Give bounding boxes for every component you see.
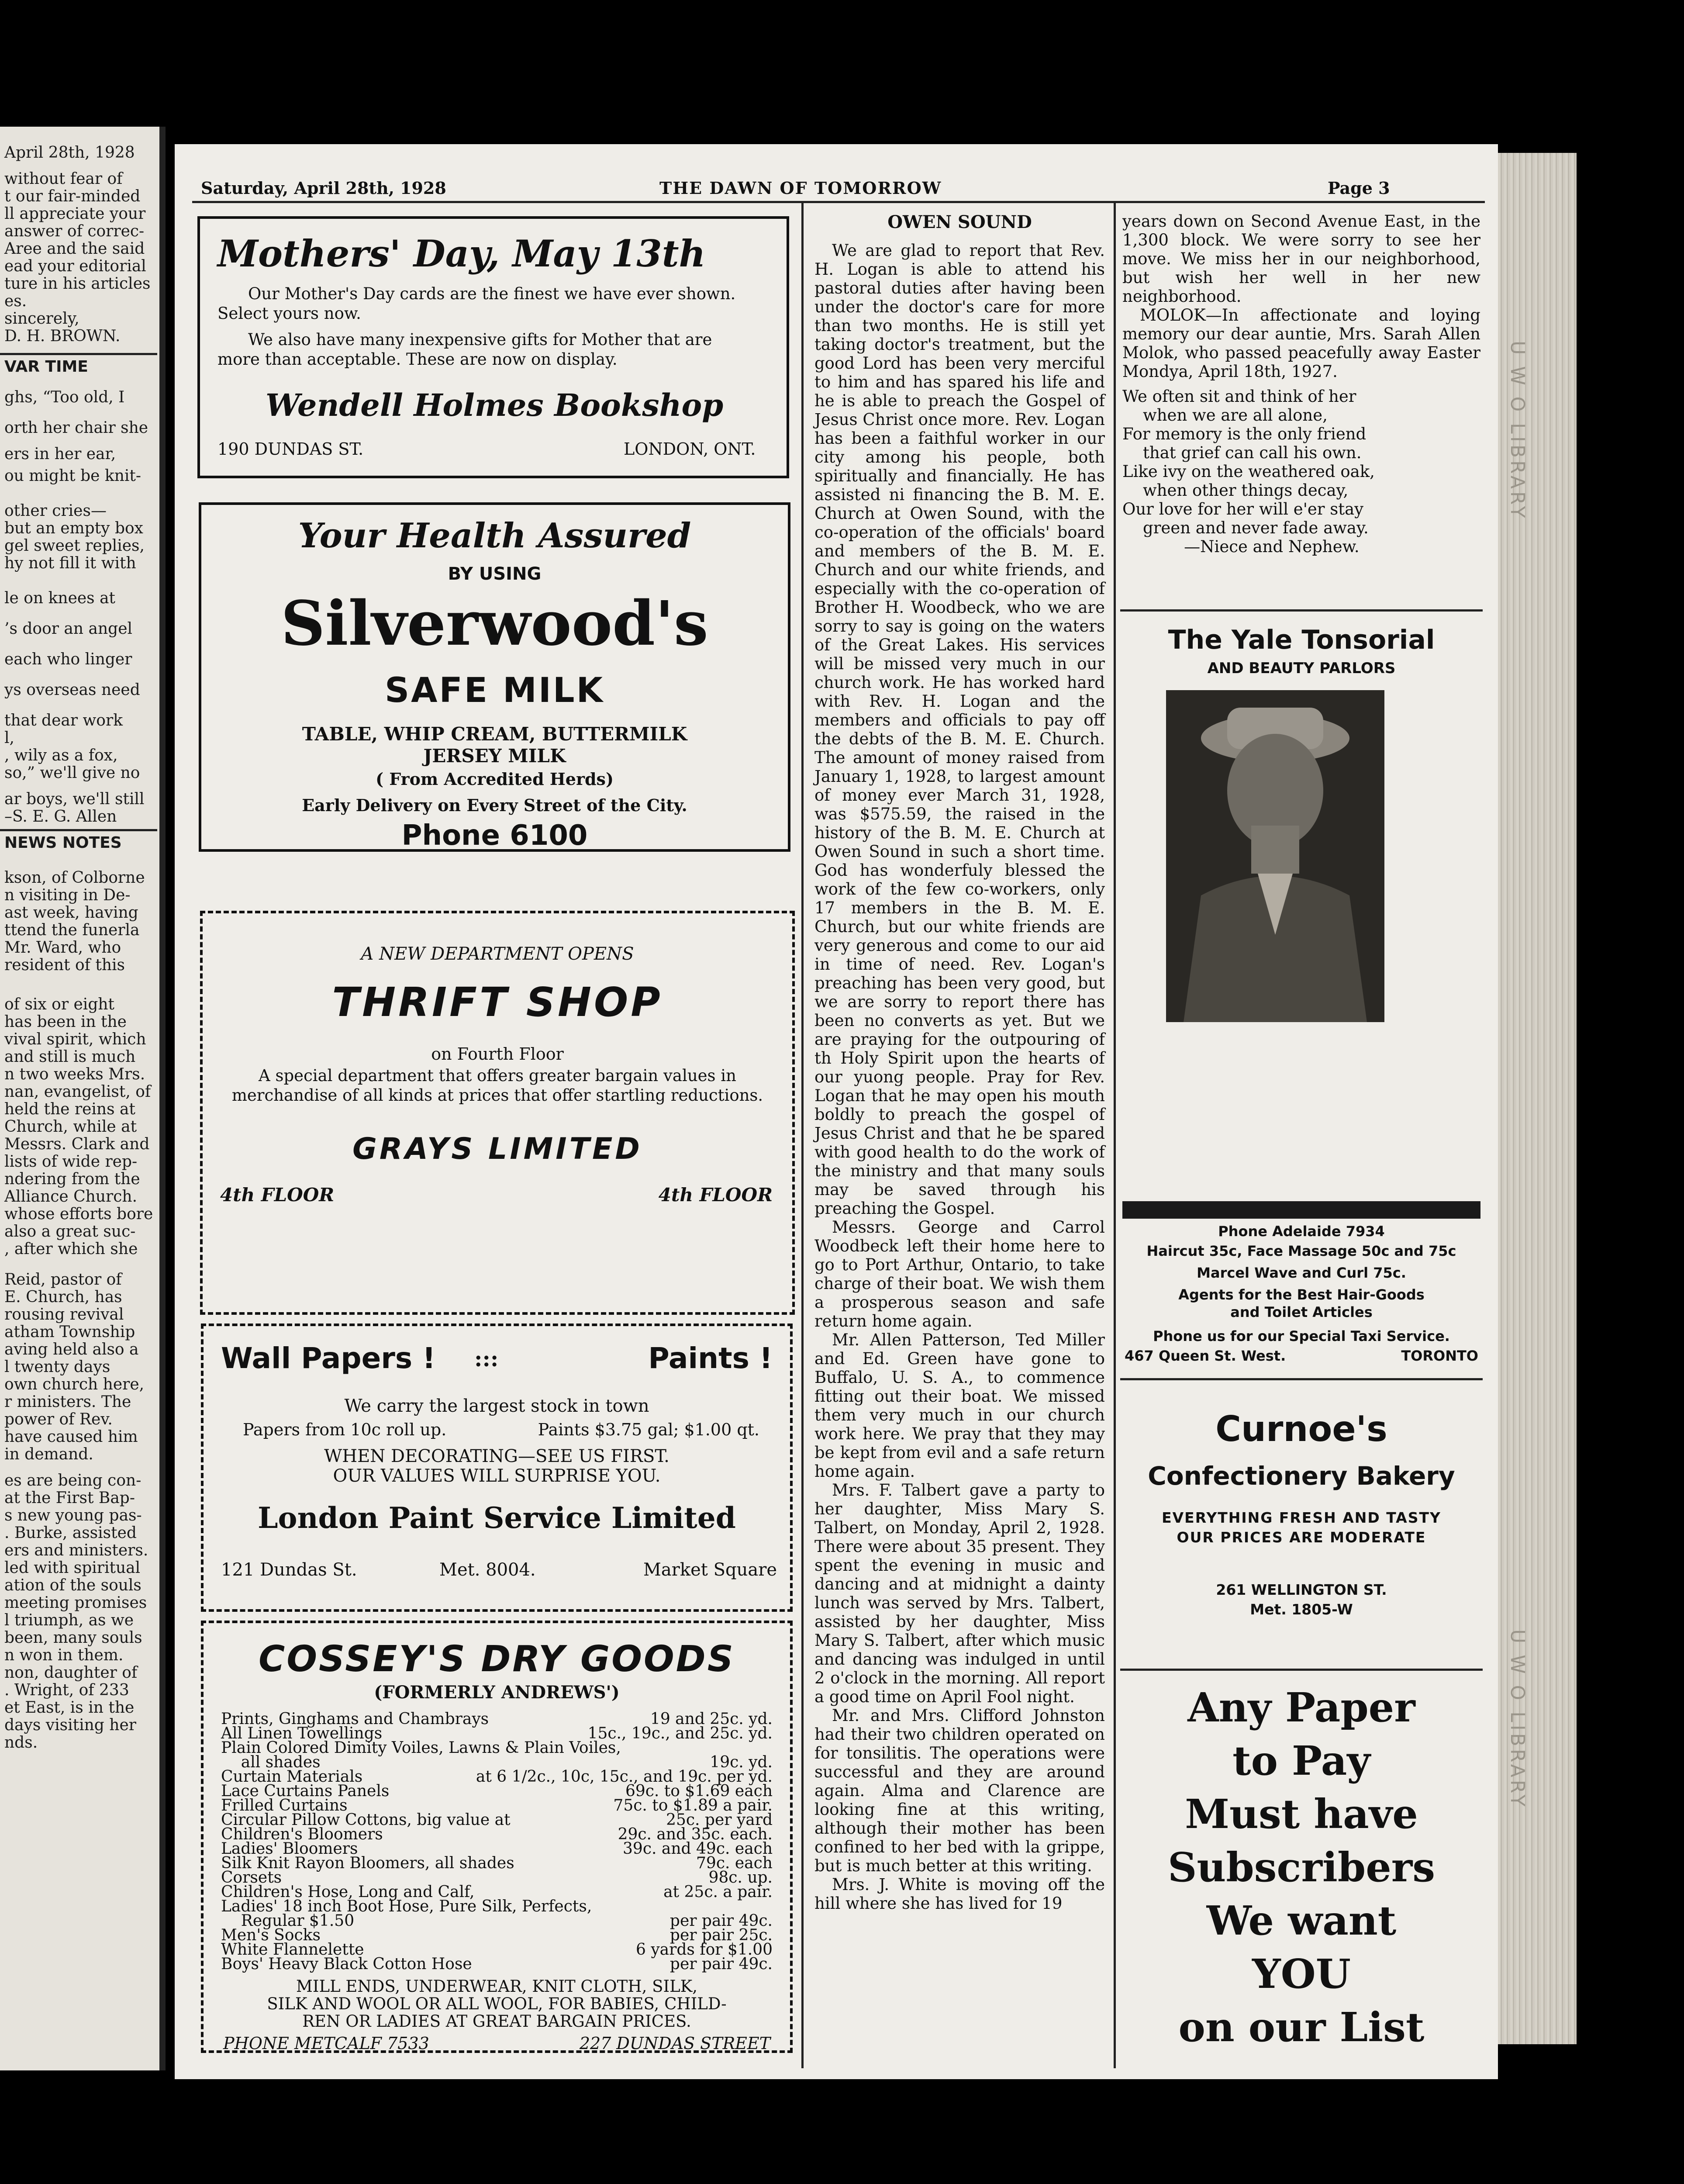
left-page-text-line: Reid, pastor of bbox=[4, 1271, 122, 1289]
ad-text: 121 Dundas St. bbox=[221, 1560, 357, 1580]
ad-text: A special department that offers greater bargain values in bbox=[259, 1066, 736, 1085]
ad-text: Select yours now. bbox=[217, 304, 361, 323]
wall-papers-ad bbox=[201, 1324, 793, 1612]
article-paragraph: years down on Second Avenue East, in the 1,300 block. We were sorry to see her move. We miss her in our neighborhood, but wish her well in her new neighborhood. bbox=[1122, 212, 1480, 306]
left-page-text-line: –S. E. G. Allen bbox=[4, 808, 117, 826]
left-page-text-line: , wily as a fox, bbox=[4, 746, 118, 764]
item-name: Lace Curtains Panels bbox=[221, 1782, 390, 1800]
item-name: Ladies' 18 inch Boot Hose, Pure Silk, Perfects, bbox=[221, 1897, 592, 1915]
bookshop-name: Wendell Holmes Bookshop bbox=[266, 387, 724, 423]
article-paragraph: We are glad to report that Rev. H. Logan is able to attend his pastoral duties after having been under the doctor's care for more than two months. He is still yet taking doctor's treatment, but the good Lord has been very merciful to him and has spared his life and he is able to preach the Gospel of Jesus Christ once more. Rev. Logan has been a faithful worker in our city among his people, both spiritually and financially. He has assisted ni financing the B. M. E. Church at Owen Sound, with the co-operation of the officials' board and members of the B. M. E. Church and our white friends, and especially with the co-operation of Brother H. Woodbeck, who we are sorry to say is going on the waters of the Great Lakes. His services will be missed very much in our church work. He has worked hard with Rev. H. Logan and the members and officials to pay off the debts of the B. M. E. Church. The amount of money raised from January 1, 1928, to largest amount of money ever March 31, 1928, was $575.59, the raised in the history of the B. M. E. Church at Owen Sound in such a short time. God has wonderfuly blessed the work of the few co-workers, only 17 members in the B. M. E. Church, but our white friends are very generous and come to our aid in time of need. Rev. Logan's preaching has been very good, but we are sorry to report there has been no converts as yet. But we are praying for the outpouring of th Holy Spirit upon the hearts of our yuong people. Pray for Rev. Logan that he may open his mouth boldly to preach the gospel of Jesus Christ and that he be spared with good health to do the work of the ministry and that many souls may be saved through his preaching the Gospel. bbox=[814, 241, 1105, 1218]
ad-text: Met. 8004. bbox=[439, 1560, 536, 1580]
thrift-shop-ad bbox=[200, 911, 795, 1315]
left-page-text-line: sincerely, bbox=[4, 310, 79, 328]
left-page-text-line: ast week, having bbox=[4, 904, 138, 922]
section-rule bbox=[1120, 609, 1483, 612]
ad-text: Marcel Wave and Curl 75c. bbox=[1197, 1265, 1406, 1281]
left-page-text-line: E. Church, has bbox=[4, 1288, 122, 1306]
ad-text: SILK AND WOOL OR ALL WOOL, FOR BABIES, CHILD- bbox=[267, 1994, 727, 2013]
left-page-text-line: Mr. Ward, who bbox=[4, 939, 121, 957]
subscribers-ad bbox=[1120, 1675, 1483, 2060]
left-page-text-line: and still is much bbox=[4, 1048, 136, 1066]
left-page-text-line: . Wright, of 233 bbox=[4, 1681, 129, 1699]
mothers-day-headline: Mothers' Day, May 13th bbox=[217, 232, 706, 275]
memorial-poem bbox=[1122, 387, 1480, 556]
paints-heading: Paints ! bbox=[648, 1341, 773, 1375]
ad-text: ::: bbox=[474, 1346, 499, 1372]
item-name: Children's Bloomers bbox=[221, 1825, 383, 1843]
grays-limited-name: GRAYS LIMITED bbox=[352, 1132, 642, 1166]
ad-text: on Fourth Floor bbox=[431, 1044, 564, 1064]
left-page-text-line: ation of the souls bbox=[4, 1576, 141, 1594]
newspaper-page bbox=[175, 144, 1498, 2079]
left-page-text-line: power of Rev. bbox=[4, 1410, 113, 1428]
left-page-text-line: led with spiritual bbox=[4, 1559, 141, 1577]
silverwoods-headline: Your Health Assured bbox=[298, 516, 691, 556]
ad-text: OUR VALUES WILL SURPRISE YOU. bbox=[333, 1466, 661, 1486]
ad-text: Papers from 10c roll up. bbox=[243, 1420, 447, 1439]
left-page-heading: VAR TIME bbox=[4, 358, 88, 376]
cosseys-headline: COSSEY'S DRY GOODS bbox=[259, 1638, 735, 1680]
left-page-text-line: held the reins at bbox=[4, 1100, 135, 1118]
masthead-page-number: Page 3 bbox=[1328, 178, 1390, 198]
ad-text: more than acceptable. These are now on display. bbox=[217, 350, 618, 369]
library-stamp: U W O LIBRARY bbox=[1506, 1629, 1529, 1809]
left-page-text-line: s new young pas- bbox=[4, 1507, 142, 1524]
left-page-text-line: rousing revival bbox=[4, 1306, 124, 1324]
item-price: 79c. each bbox=[696, 1854, 773, 1872]
left-page-text-line: orth her chair she bbox=[4, 419, 148, 437]
column-divider bbox=[1114, 203, 1116, 2068]
left-page-text-line: l triumph, as we bbox=[4, 1611, 134, 1629]
left-page-text-line: , after which she bbox=[4, 1240, 138, 1258]
left-page-text-line: so,” we'll give no bbox=[4, 764, 140, 782]
left-page-text-line: April 28th, 1928 bbox=[4, 144, 135, 162]
price-list-item bbox=[221, 1956, 773, 1973]
left-page-heading: NEWS NOTES bbox=[4, 834, 122, 852]
item-name: Plain Colored Dimity Voiles, Lawns & Plain Voiles, bbox=[221, 1739, 621, 1757]
left-page-text-line: ll appreciate your bbox=[4, 205, 146, 223]
left-page-text-line: ’s door an angel bbox=[4, 620, 133, 638]
left-page-text-line: kson, of Colborne bbox=[4, 869, 145, 887]
left-page-text-line: at the First Bap- bbox=[4, 1489, 135, 1507]
ad-text: Agents for the Best Hair-Goods bbox=[1178, 1286, 1425, 1303]
left-page-text-line: Messrs. Clark and bbox=[4, 1135, 150, 1153]
item-price: per pair 49c. bbox=[669, 1955, 773, 1973]
subscribe-line: Must have bbox=[1185, 1790, 1418, 1838]
left-page-text-line: hy not fill it with bbox=[4, 554, 136, 572]
article-paragraph: Messrs. George and Carrol Woodbeck left their home here to go to Port Arthur, Ontario, to take charge of their boat. We wish them a prosperous season and safe return home again. bbox=[814, 1218, 1105, 1330]
left-page-text-line: atham Township bbox=[4, 1323, 135, 1341]
subscribe-line: Any Paper bbox=[1187, 1684, 1415, 1731]
item-price: per pair 49c. bbox=[669, 1912, 773, 1930]
item-name: Frilled Curtains bbox=[221, 1797, 348, 1814]
ad-text: merchandise of all kinds at prices that offer startling reductions. bbox=[231, 1086, 763, 1105]
ad-text: 467 Queen St. West. bbox=[1125, 1348, 1286, 1364]
ad-text: We also have many inexpensive gifts for Mother that are bbox=[248, 330, 712, 349]
left-page-text-line: . Burke, assisted bbox=[4, 1524, 137, 1542]
ad-text: and Toilet Articles bbox=[1230, 1304, 1373, 1320]
left-page-text-line: lists of wide rep- bbox=[4, 1153, 138, 1171]
obituary-paragraph: MOLOK—In affectionate and loying memory our dear auntie, Mrs. Sarah Allen Molok, who passed peacefully away Easter Mondya, April 18th, 1927. bbox=[1122, 306, 1480, 381]
item-price: 15c., 19c., and 25c. yd. bbox=[587, 1724, 773, 1742]
section-rule bbox=[1120, 1378, 1483, 1380]
masthead-date: Saturday, April 28th, 1928 bbox=[201, 178, 446, 198]
item-price: 39c. and 49c. each bbox=[623, 1840, 773, 1858]
photo-caption-bar bbox=[1122, 1201, 1480, 1219]
left-page-text-line: other cries— bbox=[4, 502, 107, 520]
ad-text: 261 WELLINGTON ST. bbox=[1216, 1581, 1387, 1598]
ad-text: JERSEY MILK bbox=[423, 745, 566, 767]
item-price: 25c. per yard bbox=[666, 1811, 773, 1829]
thrift-shop-headline: THRIFT SHOP bbox=[332, 979, 663, 1026]
left-page-text-line: et East, is in the bbox=[4, 1699, 135, 1717]
ad-text: EVERYTHING FRESH AND TASTY bbox=[1162, 1509, 1441, 1526]
yale-headline: The Yale Tonsorial bbox=[1168, 625, 1435, 655]
article-paragraph: Mr. and Mrs. Clifford Johnston had their two children operated on for tonsilitis. The operations were successful and they are around again. Alma and Clarence are looking fine at this writing, although their mother has been confined to her bed with la grippe, but is much better at this writing. bbox=[814, 1706, 1105, 1875]
left-page-text-line: gel sweet replies, bbox=[4, 537, 145, 555]
item-name: Circular Pillow Cottons, big value at bbox=[221, 1811, 511, 1829]
ad-text: MILL ENDS, UNDERWEAR, KNIT CLOTH, SILK, bbox=[296, 1977, 698, 1996]
left-page-text-line: ys overseas need bbox=[4, 681, 140, 699]
ad-text: Paints $3.75 gal; $1.00 qt. bbox=[538, 1420, 759, 1439]
yale-tonsorial-details bbox=[1120, 1219, 1483, 1376]
bookshop-city: LONDON, ONT. bbox=[624, 439, 756, 459]
ad-text: Phone Adelaide 7934 bbox=[1218, 1223, 1385, 1240]
item-name: White Flannelette bbox=[221, 1941, 364, 1959]
left-page-text-line: le on knees at bbox=[4, 589, 116, 607]
ad-text: Met. 1805-W bbox=[1250, 1601, 1353, 1618]
left-page-text-line: n won in them. bbox=[4, 1646, 124, 1664]
column-divider bbox=[801, 203, 804, 2068]
left-page-text-line: whose efforts bore bbox=[4, 1205, 153, 1223]
owen-sound-column bbox=[814, 212, 1105, 1913]
left-page-text-line: Aree and the said bbox=[4, 240, 145, 258]
left-page-text-line: in demand. bbox=[4, 1445, 93, 1463]
left-page-text-line: answer of correc- bbox=[4, 222, 145, 240]
column-four-text bbox=[1122, 212, 1480, 556]
item-price: 6 yards for $1.00 bbox=[635, 1941, 773, 1959]
ad-text: 227 DUNDAS STREET bbox=[579, 2034, 770, 2053]
item-price: 69c. to $1.69 each bbox=[625, 1782, 773, 1800]
subscribe-line: Subscribers bbox=[1167, 1844, 1435, 1891]
item-name: All Linen Towellings bbox=[221, 1724, 383, 1742]
left-page-text-line: ou might be knit- bbox=[4, 467, 141, 485]
ad-text: A NEW DEPARTMENT OPENS bbox=[361, 944, 634, 964]
article-paragraph: Mr. Allen Patterson, Ted Miller and Ed. Green have gone to Buffalo, U. S. A., to commence fitting out their boat. We missed them very much in our church work here. We pray that they may be kept from evil and a safe return home again. bbox=[814, 1330, 1105, 1481]
poem-line: Our love for her will e'er stay bbox=[1122, 500, 1364, 518]
ad-text: Haircut 35c, Face Massage 50c and 75c bbox=[1146, 1243, 1456, 1259]
portrait-photo bbox=[1166, 690, 1384, 1022]
left-page-text-line: ttend the funerla bbox=[4, 921, 140, 939]
item-name: Corsets bbox=[221, 1869, 282, 1887]
item-name: Regular $1.50 bbox=[221, 1912, 355, 1930]
library-stamp: U W O LIBRARY bbox=[1506, 341, 1529, 521]
left-page-rule bbox=[0, 829, 157, 831]
curnoes-subheading: Confectionery Bakery bbox=[1148, 1461, 1455, 1491]
item-name: Boys' Heavy Black Cotton Hose bbox=[221, 1955, 472, 1973]
left-page-text-line: meeting promises bbox=[4, 1594, 147, 1612]
left-page-text-line: nan, evangelist, of bbox=[4, 1083, 151, 1101]
left-page-text-line: aving held also a bbox=[4, 1341, 139, 1358]
ad-text: BY USING bbox=[448, 564, 542, 584]
yale-tonsorial-ad bbox=[1120, 616, 1483, 948]
left-page-text-line: have caused him bbox=[4, 1428, 138, 1446]
left-page-text-line: ead your editorial bbox=[4, 257, 146, 275]
item-name: Curtain Materials bbox=[221, 1768, 363, 1786]
left-page-text-line: r ministers. The bbox=[4, 1393, 131, 1411]
left-page-text-line: also a great suc- bbox=[4, 1223, 136, 1241]
poem-line: Like ivy on the weathered oak, bbox=[1122, 462, 1375, 481]
left-page-text-line: nds. bbox=[4, 1734, 38, 1752]
safe-milk-label: SAFE MILK bbox=[384, 671, 605, 710]
left-page-text-line: ghs, “Too old, I bbox=[4, 388, 125, 406]
left-page-text-line: of six or eight bbox=[4, 995, 115, 1013]
subscribe-line: to Pay bbox=[1232, 1737, 1370, 1784]
left-page-text-line: ndering from the bbox=[4, 1170, 140, 1188]
article-paragraph: Mrs. F. Talbert gave a party to her daughter, Miss Mary S. Talbert, on Monday, April 2, 1928. There were about 35 present. They spent the evening in music and dancing and at midnight a dainty lunch was served by Mrs. Talbert, assisted by her daughter, Miss Mary S. Talbert, after which music and dancing was indulged in until 2 o'clock in the morning. All report a good time on April Fool night. bbox=[814, 1481, 1105, 1706]
item-price: at 25c. a pair. bbox=[663, 1883, 773, 1901]
item-name: Silk Knit Rayon Bloomers, all shades bbox=[221, 1854, 514, 1872]
poem-line: We often sit and think of her bbox=[1122, 387, 1356, 406]
subscribe-line: We want bbox=[1206, 1897, 1397, 1944]
left-page-text-line: es. bbox=[4, 292, 27, 310]
ad-text: TABLE, WHIP CREAM, BUTTERMILK bbox=[302, 723, 687, 745]
left-page-text-line: t our fair-minded bbox=[4, 187, 141, 205]
poem-line: green and never fade away. bbox=[1122, 518, 1369, 537]
curnoes-bakery-ad bbox=[1120, 1382, 1483, 1666]
silverwoods-phone: Phone 6100 bbox=[401, 819, 588, 852]
poem-line: that grief can call his own. bbox=[1122, 443, 1362, 462]
ad-text: OUR PRICES ARE MODERATE bbox=[1177, 1529, 1426, 1546]
masthead-rule bbox=[192, 201, 1485, 203]
left-page-text-line: has been in the bbox=[4, 1013, 127, 1031]
left-page-text-line: resident of this bbox=[4, 956, 125, 974]
cosseys-dry-goods-ad bbox=[201, 1621, 793, 2053]
ad-text: We carry the largest stock in town bbox=[344, 1396, 649, 1416]
london-paint-name: London Paint Service Limited bbox=[258, 1501, 736, 1535]
ad-text: 4th FLOOR bbox=[658, 1184, 773, 1206]
left-page-text-line: Church, while at bbox=[4, 1118, 137, 1136]
ad-text: REN OR LADIES AT GREAT BARGAIN PRICES. bbox=[302, 2012, 691, 2031]
left-page-text-line: but an empty box bbox=[4, 519, 143, 537]
left-page-text-line: n visiting in De- bbox=[4, 886, 131, 904]
left-page-text-line: ar boys, we'll still bbox=[4, 790, 145, 808]
left-page-text-line: Alliance Church. bbox=[4, 1188, 138, 1206]
left-page-text-line: D. H. BROWN. bbox=[4, 327, 121, 345]
subscribe-line: on our List bbox=[1178, 2004, 1425, 2051]
mothers-day-ad bbox=[197, 216, 789, 478]
ad-text: Early Delivery on Every Street of the City. bbox=[302, 795, 687, 815]
left-page-text-line: es are being con- bbox=[4, 1472, 141, 1489]
ad-text: ( From Accredited Herds) bbox=[376, 769, 614, 789]
left-page-text-line: l twenty days bbox=[4, 1358, 110, 1376]
ad-text: PHONE METCALF 7533 bbox=[223, 2034, 429, 2053]
left-page-text-line: days visiting her bbox=[4, 1716, 136, 1734]
left-page-text-line: l, bbox=[4, 729, 14, 747]
item-price: 19 and 25c. yd. bbox=[650, 1710, 773, 1728]
left-page-text-line: vival spirit, which bbox=[4, 1030, 146, 1048]
ad-text: Market Square bbox=[643, 1560, 777, 1580]
ad-text: WHEN DECORATING—SEE US FIRST. bbox=[324, 1446, 669, 1466]
left-page-text-line: own church here, bbox=[4, 1375, 145, 1393]
poem-line: when we are all alone, bbox=[1122, 406, 1328, 425]
silverwoods-ad bbox=[199, 502, 790, 852]
silverwoods-brand: Silverwood's bbox=[281, 588, 708, 660]
portrait-image bbox=[1166, 690, 1384, 1022]
ad-text: TORONTO bbox=[1401, 1348, 1478, 1364]
item-name: Men's Socks bbox=[221, 1926, 321, 1944]
subscribe-line: YOU bbox=[1252, 1950, 1351, 1997]
ad-text: AND BEAUTY PARLORS bbox=[1207, 660, 1396, 677]
left-page-text-line: ture in his articles bbox=[4, 275, 151, 293]
left-page-text-line: ers and ministers. bbox=[4, 1541, 148, 1559]
poem-line: For memory is the only friend bbox=[1122, 425, 1367, 443]
poem-line: —Niece and Nephew. bbox=[1122, 537, 1360, 556]
item-price: at 6 1/2c., 10c, 15c., and 19c. per yd. bbox=[476, 1768, 773, 1786]
item-price: 29c. and 35c. each. bbox=[618, 1825, 773, 1843]
ad-text: (FORMERLY ANDREWS') bbox=[374, 1682, 620, 1703]
item-price: 75c. to $1.89 a pair. bbox=[613, 1797, 773, 1814]
owen-sound-heading: OWEN SOUND bbox=[887, 212, 1032, 232]
left-page-text-line: each who linger bbox=[4, 650, 132, 668]
left-facing-page bbox=[0, 127, 166, 2070]
section-rule bbox=[1120, 1669, 1483, 1671]
left-page-text-line: without fear of bbox=[4, 170, 123, 188]
curnoes-headline: Curnoe's bbox=[1215, 1409, 1387, 1449]
left-page-text-line: ers in her ear, bbox=[4, 445, 116, 463]
article-paragraph: Mrs. J. White is moving off the hill where she has lived for 19 bbox=[814, 1875, 1105, 1913]
ad-text: 4th FLOOR bbox=[220, 1184, 335, 1206]
left-page-text-line: n two weeks Mrs. bbox=[4, 1065, 145, 1083]
ad-text: Phone us for our Special Taxi Service. bbox=[1153, 1328, 1450, 1344]
wall-papers-heading: Wall Papers ! bbox=[221, 1341, 436, 1375]
item-name: Children's Hose, Long and Calf, bbox=[221, 1883, 475, 1901]
left-page-rule bbox=[0, 353, 157, 355]
bookshop-address: 190 DUNDAS ST. bbox=[217, 439, 364, 459]
item-price: 19c. yd. bbox=[710, 1753, 773, 1771]
item-price: per pair 25c. bbox=[669, 1926, 773, 1944]
item-price: 98c. up. bbox=[708, 1869, 773, 1887]
ad-text: Our Mother's Day cards are the finest we have ever shown. bbox=[248, 284, 736, 303]
item-name: Ladies' Bloomers bbox=[221, 1840, 358, 1858]
masthead-title: THE DAWN OF TOMORROW bbox=[659, 178, 942, 198]
left-page-text-line: been, many souls bbox=[4, 1629, 142, 1647]
left-page-text-line: non, daughter of bbox=[4, 1664, 138, 1682]
item-name: Prints, Ginghams and Chambrays bbox=[221, 1710, 489, 1728]
item-name: all shades bbox=[221, 1753, 321, 1771]
left-page-text-line: that dear work bbox=[4, 712, 123, 729]
poem-line: when other things decay, bbox=[1122, 481, 1349, 500]
